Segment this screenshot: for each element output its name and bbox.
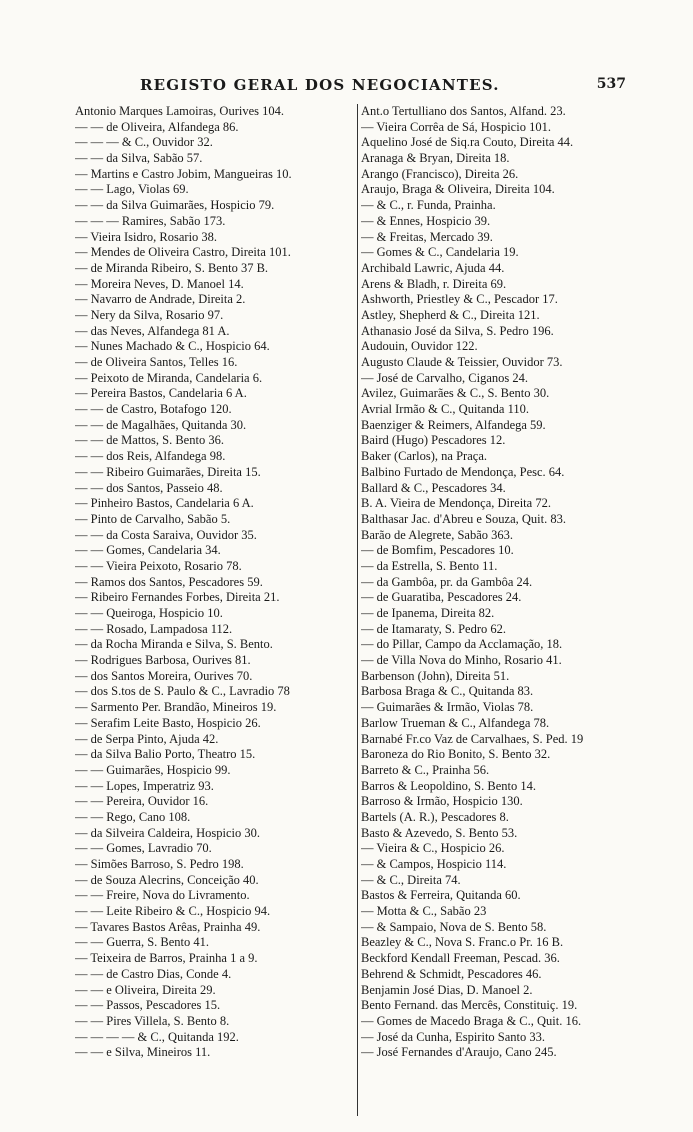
- directory-entry: Avilez, Guimarães & C., S. Bento 30.: [361, 386, 550, 401]
- directory-entry: — — Gomes, Lavradio 70.: [75, 841, 212, 856]
- directory-entry: — Motta & C., Sabão 23: [361, 904, 487, 919]
- directory-entry: Athanasio José da Silva, S. Pedro 196.: [361, 323, 554, 338]
- directory-entry: — Martins e Castro Jobim, Mangueiras 10.: [75, 166, 292, 181]
- directory-entry: — Nery da Silva, Rosario 97.: [75, 307, 224, 322]
- directory-entry: — da Silva Balio Porto, Theatro 15.: [75, 747, 256, 762]
- directory-entry: — — Lago, Violas 69.: [75, 182, 189, 197]
- directory-entry: Augusto Claude & Teissier, Ouvidor 73.: [361, 355, 563, 369]
- directory-entry: Benjamin José Dias, D. Manoel 2.: [361, 982, 533, 997]
- directory-entry: — de Itamaraty, S. Pedro 62.: [361, 621, 506, 636]
- directory-entry: Barreto & C., Prainha 56.: [361, 762, 490, 777]
- directory-entry: — — e Silva, Mineiros 11.: [75, 1045, 211, 1060]
- right-column: [361, 104, 633, 1061]
- directory-entry: — Moreira Neves, D. Manoel 14.: [75, 276, 244, 291]
- directory-entry: Archibald Lawric, Ajuda 44.: [361, 260, 505, 275]
- directory-entry: — — — Ramires, Sabão 173.: [75, 213, 226, 228]
- directory-entry: — Mendes de Oliveira Castro, Direita 101.: [75, 245, 291, 260]
- directory-entry: — de Souza Alecrins, Conceição 40.: [75, 872, 259, 887]
- directory-entry: Barbenson (John), Direita 51.: [361, 668, 510, 683]
- directory-entry: — — Rego, Cano 108.: [75, 809, 191, 824]
- directory-entry: — — Gomes, Candelaria 34.: [75, 543, 221, 558]
- directory-entry: Basto & Azevedo, S. Bento 53.: [361, 825, 518, 840]
- directory-entry: — de Bomfim, Pescadores 10.: [361, 543, 514, 558]
- directory-entry: — de Serpa Pinto, Ajuda 42.: [75, 731, 219, 746]
- directory-entry: — & Ennes, Hospicio 39.: [361, 213, 491, 228]
- column-divider: [357, 104, 358, 1116]
- directory-entry: Arango (Francisco), Direita 26.: [361, 166, 519, 181]
- directory-entry: — do Pillar, Campo da Acclamação, 18.: [361, 637, 563, 652]
- directory-entry: — — Pires Villela, S. Bento 8.: [75, 1013, 230, 1028]
- directory-entry: — da Rocha Miranda e Silva, S. Bento.: [75, 637, 273, 652]
- directory-entry: Aquelino José de Siq.ra Couto, Direita 44.: [361, 135, 574, 150]
- directory-entry: — dos Santos Moreira, Ourives 70.: [75, 668, 253, 683]
- directory-entry: — — — & C., Ouvidor 32.: [75, 135, 213, 150]
- directory-entry: — — Queiroga, Hospicio 10.: [75, 606, 223, 620]
- directory-entry: — Vieira Isidro, Rosario 38.: [75, 229, 218, 244]
- directory-entry: — Serafim Leite Basto, Hospicio 26.: [75, 715, 261, 730]
- directory-entry: Ashworth, Priestley & C., Pescador 17.: [361, 292, 558, 307]
- directory-entry: Bartels (A. R.), Pescadores 8.: [361, 809, 509, 824]
- directory-entry: Bastos & Ferreira, Quitanda 60.: [361, 888, 521, 903]
- directory-entry: — — de Castro Dias, Conde 4.: [75, 966, 232, 981]
- directory-entry: — Gomes de Macedo Braga & C., Quit. 16.: [361, 1013, 582, 1028]
- directory-entry: — Vieira Corrêa de Sá, Hospicio 101.: [361, 119, 551, 134]
- directory-entry: Baenziger & Reimers, Alfandega 59.: [361, 417, 546, 432]
- directory-entry: — — Pereira, Ouvidor 16.: [75, 794, 209, 809]
- directory-entry: — José de Carvalho, Ciganos 24.: [361, 370, 528, 385]
- directory-entry: Barroso & Irmão, Hospicio 130.: [361, 794, 523, 809]
- directory-entry: — — de Mattos, S. Bento 36.: [75, 433, 224, 448]
- directory-entry: — — Ribeiro Guimarães, Direita 15.: [75, 464, 261, 479]
- directory-entry: — — Lopes, Imperatriz 93.: [75, 778, 214, 793]
- directory-entry: — & Freitas, Mercado 39.: [361, 229, 493, 244]
- directory-entry: Barnabé Fr.co Vaz de Carvalhaes, S. Ped. 19: [361, 731, 584, 746]
- directory-entry: Aranaga & Bryan, Direita 18.: [361, 151, 510, 166]
- directory-entry: — de Ipanema, Direita 82.: [361, 606, 495, 620]
- directory-entry: — José da Cunha, Espirito Santo 33.: [361, 1029, 546, 1044]
- directory-entry: — Pereira Bastos, Candelaria 6 A.: [75, 386, 247, 401]
- directory-entry: — — de Oliveira, Alfandega 86.: [75, 119, 239, 134]
- directory-entry: — — dos Santos, Passeio 48.: [75, 480, 223, 495]
- directory-entry: Ant.o Tertulliano dos Santos, Alfand. 23.: [361, 104, 566, 118]
- directory-entry: — — da Costa Saraiva, Ouvidor 35.: [75, 527, 257, 542]
- directory-entry: Barros & Leopoldino, S. Bento 14.: [361, 778, 536, 793]
- directory-entry: — de Oliveira Santos, Telles 16.: [75, 355, 238, 369]
- directory-entry: — Peixoto de Miranda, Candelaria 6.: [75, 370, 263, 385]
- page-number: 537: [596, 76, 626, 92]
- directory-entry: Arens & Bladh, r. Direita 69.: [361, 276, 507, 291]
- directory-entry: — — de Castro, Botafogo 120.: [75, 402, 232, 417]
- directory-entry: — Ramos dos Santos, Pescadores 59.: [75, 574, 263, 589]
- directory-entry: — — Freire, Nova do Livramento.: [75, 888, 250, 903]
- directory-entry: — da Gambôa, pr. da Gambôa 24.: [361, 574, 533, 589]
- directory-entry: — Pinto de Carvalho, Sabão 5.: [75, 511, 231, 526]
- directory-entry: — José Fernandes d'Araujo, Cano 245.: [361, 1045, 557, 1060]
- directory-entry: — — dos Reis, Alfandega 98.: [75, 449, 226, 464]
- directory-entry: — — da Silva, Sabão 57.: [75, 151, 203, 166]
- directory-entry: — & C., r. Funda, Prainha.: [361, 198, 496, 213]
- directory-entry: Bento Fernand. das Mercês, Constituiç. 19.: [361, 998, 578, 1013]
- page-title: REGISTO GERAL DOS NEGOCIANTES.: [140, 76, 500, 94]
- directory-entry: Barão de Alegrete, Sabão 363.: [361, 527, 514, 542]
- directory-entry: Beazley & C., Nova S. Franc.o Pr. 16 B.: [361, 935, 564, 950]
- directory-entry: — dos S.tos de S. Paulo & C., Lavradio 78: [75, 684, 290, 699]
- page-header: [78, 76, 626, 100]
- directory-entry: — & C., Direita 74.: [361, 872, 461, 887]
- directory-entry: — Sarmento Per. Brandão, Mineiros 19.: [75, 700, 277, 715]
- directory-entry: — Rodrigues Barbosa, Ourives 81.: [75, 653, 251, 668]
- directory-entry: Avrial Irmão & C., Quitanda 110.: [361, 402, 530, 417]
- directory-entry: Astley, Shepherd & C., Direita 121.: [361, 307, 540, 322]
- directory-entry: — — da Silva Guimarães, Hospicio 79.: [75, 198, 275, 213]
- directory-entry: — Teixeira de Barros, Prainha 1 a 9.: [75, 951, 258, 966]
- directory-entry: — de Miranda Ribeiro, S. Bento 37 B.: [75, 260, 269, 275]
- directory-entry: — — — — & C., Quitanda 192.: [75, 1029, 239, 1044]
- directory-entry: — de Guaratiba, Pescadores 24.: [361, 590, 522, 605]
- directory-entry: — Pinheiro Bastos, Candelaria 6 A.: [75, 496, 254, 511]
- directory-entry: — Nunes Machado & C., Hospicio 64.: [75, 339, 270, 354]
- directory-entry: — de Villa Nova do Minho, Rosario 41.: [361, 653, 562, 668]
- directory-entry: Antonio Marques Lamoiras, Ourives 104.: [75, 104, 284, 118]
- directory-entry: — Guimarães & Irmão, Violas 78.: [361, 700, 534, 715]
- directory-entry: Audouin, Ouvidor 122.: [361, 339, 478, 354]
- directory-entry: — — Passos, Pescadores 15.: [75, 998, 221, 1013]
- directory-entry: — — Vieira Peixoto, Rosario 78.: [75, 558, 242, 573]
- directory-entry: Baker (Carlos), na Praça.: [361, 449, 487, 464]
- directory-entry: — Vieira & C., Hospicio 26.: [361, 841, 505, 856]
- directory-entry: — Ribeiro Fernandes Forbes, Direita 21.: [75, 590, 280, 605]
- directory-entry: — da Estrella, S. Bento 11.: [361, 558, 498, 573]
- directory-entry: — & Sampaio, Nova de S. Bento 58.: [361, 919, 547, 934]
- left-column: [75, 104, 356, 1061]
- directory-entry: — — Leite Ribeiro & C., Hospicio 94.: [75, 904, 271, 919]
- directory-entry: Barbosa Braga & C., Quitanda 83.: [361, 684, 534, 699]
- directory-entry: — da Silveira Caldeira, Hospicio 30.: [75, 825, 261, 840]
- directory-entry: — Tavares Bastos Arêas, Prainha 49.: [75, 919, 261, 934]
- directory-entry: Balbino Furtado de Mendonça, Pesc. 64.: [361, 464, 565, 479]
- directory-entry: — — Rosado, Lampadosa 112.: [75, 621, 233, 636]
- directory-entry: Behrend & Schmidt, Pescadores 46.: [361, 966, 542, 981]
- directory-entry: — Navarro de Andrade, Direita 2.: [75, 292, 246, 307]
- directory-entry: — — de Magalhães, Quitanda 30.: [75, 417, 247, 432]
- directory-entry: — — Guerra, S. Bento 41.: [75, 935, 210, 950]
- directory-entry: — Gomes & C., Candelaria 19.: [361, 245, 519, 260]
- directory-entry: Ballard & C., Pescadores 34.: [361, 480, 506, 495]
- directory-entry: Beckford Kendall Freeman, Pescad. 36.: [361, 951, 560, 966]
- directory-entry: — — e Oliveira, Direita 29.: [75, 982, 216, 997]
- directory-entry: Baroneza do Rio Bonito, S. Bento 32.: [361, 747, 551, 762]
- directory-entry: Balthasar Jac. d'Abreu e Souza, Quit. 83.: [361, 511, 566, 526]
- directory-entry: Barlow Trueman & C., Alfandega 78.: [361, 715, 550, 730]
- directory-entry: — das Neves, Alfandega 81 A.: [75, 323, 230, 338]
- directory-entry: B. A. Vieira de Mendonça, Direita 72.: [361, 496, 551, 511]
- directory-entry: — Simões Barroso, S. Pedro 198.: [75, 857, 244, 871]
- directory-entry: Baird (Hugo) Pescadores 12.: [361, 433, 506, 448]
- directory-entry: — — Guimarães, Hospicio 99.: [75, 762, 231, 777]
- directory-entry: Araujo, Braga & Oliveira, Direita 104.: [361, 182, 555, 197]
- directory-entry: — & Campos, Hospicio 114.: [361, 857, 507, 871]
